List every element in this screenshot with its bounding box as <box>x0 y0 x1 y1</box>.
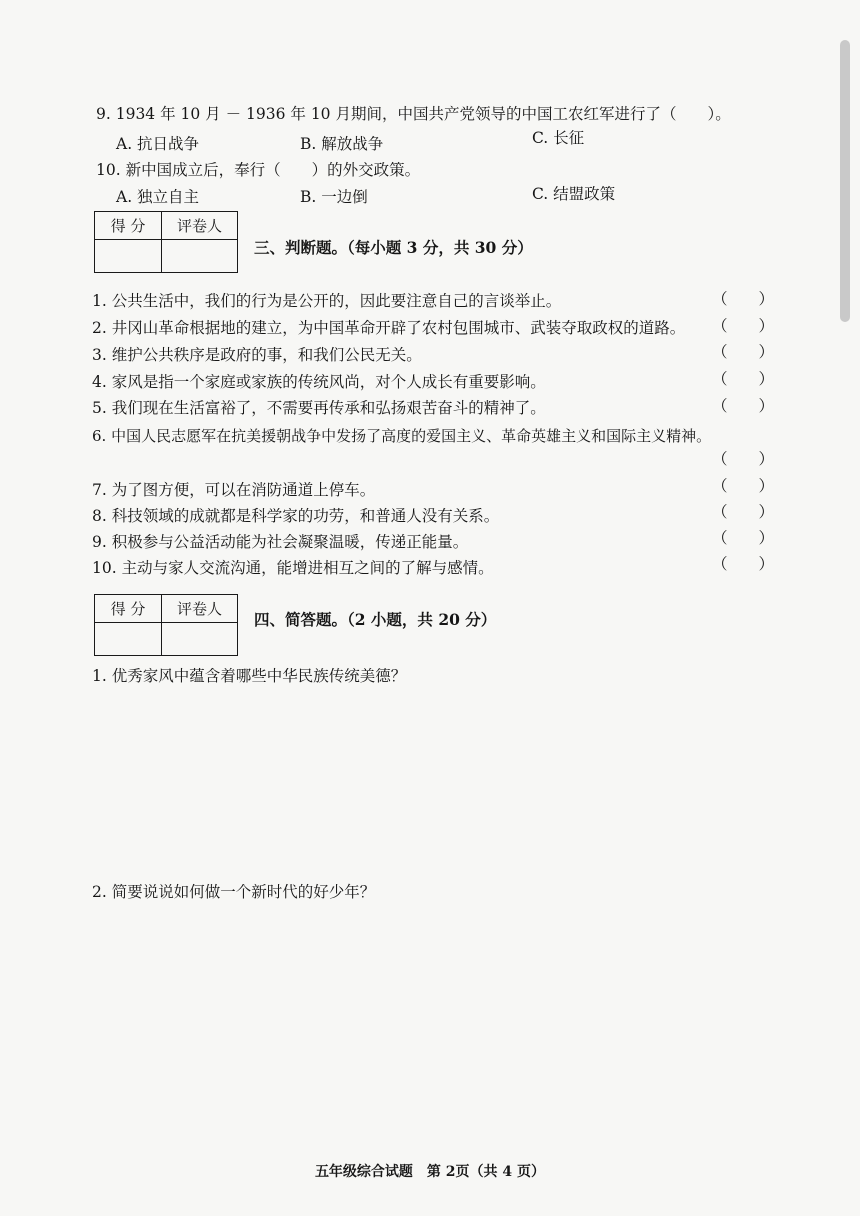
mc-question-10: 10. 新中国成立后，奉行（ ）的外交政策。 <box>96 161 421 179</box>
score-cell[interactable] <box>95 623 162 656</box>
mc-q10-option-b: B. 一边倒 <box>300 188 368 206</box>
short-answer-question-2: 2. 简要说说如何做一个新时代的好少年？ <box>92 883 376 901</box>
grader-label: 评卷人 <box>162 212 238 240</box>
mc-q9-option-a: A. 抗日战争 <box>116 135 200 153</box>
judge-item-3: 3. 维护公共秩序是政府的事，和我们公民无关。 <box>92 346 422 364</box>
judge-item-1: 1. 公共生活中，我们的行为是公开的，因此要注意自己的言谈举止。 <box>92 292 562 310</box>
answer-area-2[interactable] <box>92 908 752 1138</box>
judge-bracket-1[interactable]: （ ） <box>712 290 775 308</box>
judge-item-2: 2. 井冈山革命根据地的建立，为中国革命开辟了农村包围城市、武装夺取政权的道路。 <box>92 319 686 337</box>
mc-q10-option-c: C. 结盟政策 <box>532 185 616 203</box>
judge-item-8: 8. 科技领域的成就都是科学家的功劳，和普通人没有关系。 <box>92 507 500 525</box>
judge-bracket-5[interactable]: （ ） <box>712 397 775 415</box>
score-label: 得 分 <box>95 212 162 240</box>
mc-question-9: 9. 1934 年 10 月 － 1936 年 10 月期间，中国共产党领导的中国工农红军进行了（ ）。 <box>96 105 731 123</box>
score-cell[interactable] <box>95 240 162 273</box>
score-label: 得 分 <box>95 595 162 623</box>
judge-bracket-4[interactable]: （ ） <box>712 370 775 388</box>
grader-label: 评卷人 <box>162 595 238 623</box>
judge-bracket-10[interactable]: （ ） <box>712 555 775 573</box>
judge-item-10: 10. 主动与家人交流沟通，能增进相互之间的了解与感情。 <box>92 559 494 577</box>
grader-cell[interactable] <box>162 623 238 656</box>
grader-cell[interactable] <box>162 240 238 273</box>
judge-item-6: 6. 中国人民志愿军在抗美援朝战争中发扬了高度的爱国主义、革命英雄主义和国际主义精神。 <box>92 427 712 445</box>
judge-item-7: 7. 为了图方便，可以在消防通道上停车。 <box>92 481 376 499</box>
judge-bracket-9[interactable]: （ ） <box>712 529 775 547</box>
mc-q10-option-a: A. 独立自主 <box>116 188 200 206</box>
page-footer: 五年级综合试题 第 2页（共 4 页） <box>314 1164 546 1180</box>
judge-item-5: 5. 我们现在生活富裕了，不需要再传承和弘扬艰苦奋斗的精神了。 <box>92 399 546 417</box>
score-table-section-3 <box>94 211 238 273</box>
scrollbar-thumb[interactable] <box>840 40 850 322</box>
mc-q9-option-b: B. 解放战争 <box>300 135 384 153</box>
judge-bracket-3[interactable]: （ ） <box>712 343 775 361</box>
answer-area-1[interactable] <box>92 692 752 862</box>
section-3-title: 三、判断题。（每小题 3 分，共 30 分） <box>254 238 533 257</box>
section-4-title: 四、简答题。（2 小题，共 20 分） <box>254 610 497 629</box>
mc-q9-option-c: C. 长征 <box>532 129 585 147</box>
score-table-section-4 <box>94 594 238 656</box>
judge-bracket-7[interactable]: （ ） <box>712 477 775 495</box>
judge-bracket-2[interactable]: （ ） <box>712 317 775 335</box>
short-answer-question-1: 1. 优秀家风中蕴含着哪些中华民族传统美德？ <box>92 667 407 685</box>
judge-item-4: 4. 家风是指一个家庭或家族的传统风尚，对个人成长有重要影响。 <box>92 373 546 391</box>
judge-bracket-8[interactable]: （ ） <box>712 503 775 521</box>
judge-bracket-6[interactable]: （ ） <box>712 450 775 468</box>
judge-item-9: 9. 积极参与公益活动能为社会凝聚温暖，传递正能量。 <box>92 533 469 551</box>
